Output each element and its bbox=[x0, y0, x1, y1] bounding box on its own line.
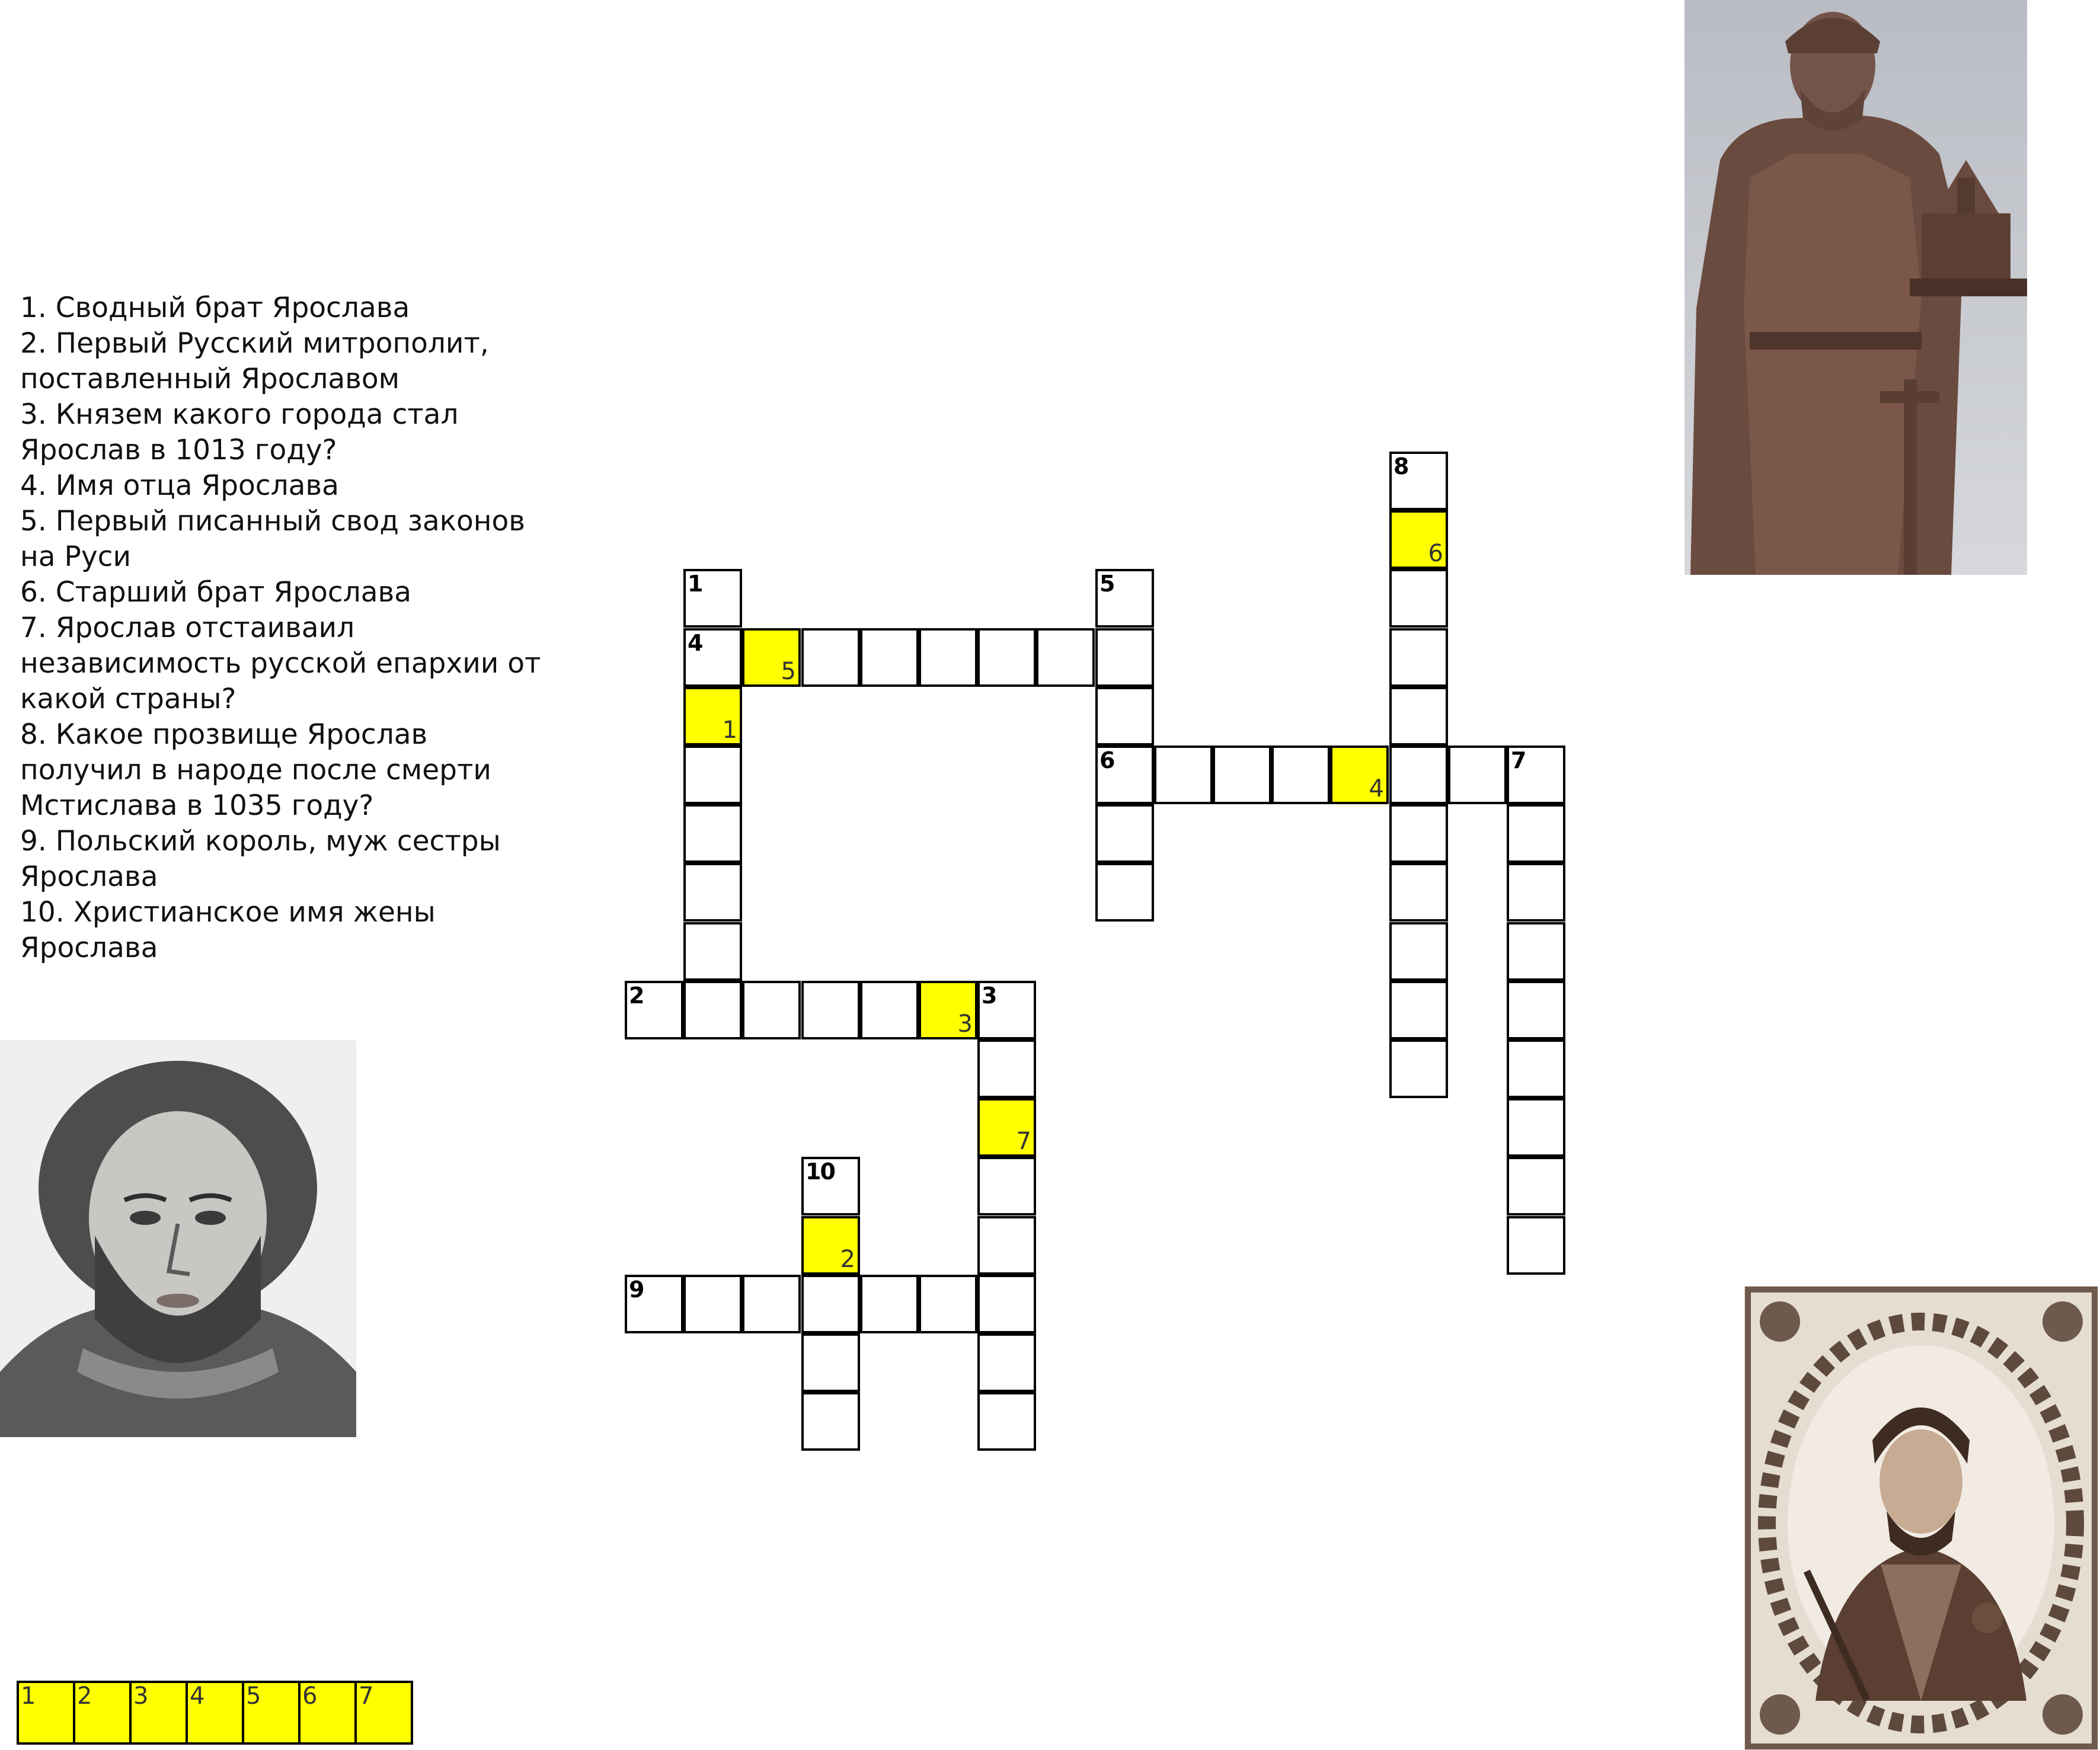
word-number-label: 9 bbox=[629, 1276, 644, 1303]
key-cell-number: 4 bbox=[190, 1682, 205, 1710]
clue-5: 5. Первый писанный свод законов на Руси bbox=[20, 505, 525, 573]
crossword-cell[interactable] bbox=[683, 863, 742, 922]
highlight-mark: 3 bbox=[957, 1010, 973, 1038]
crossword-cell[interactable] bbox=[1507, 804, 1565, 863]
highlight-mark: 1 bbox=[722, 716, 737, 744]
clue-6: 6. Старший брат Ярослава bbox=[20, 576, 412, 609]
crossword-cell[interactable] bbox=[625, 1275, 683, 1333]
crossword-cell[interactable] bbox=[1271, 746, 1330, 804]
key-cell-number: 5 bbox=[246, 1682, 261, 1710]
crossword-cell[interactable] bbox=[1507, 746, 1565, 804]
crossword-cell[interactable] bbox=[977, 1392, 1036, 1451]
crossword-cell[interactable] bbox=[1507, 1216, 1565, 1275]
crossword-cell[interactable] bbox=[919, 1275, 977, 1333]
crossword-cell[interactable] bbox=[1389, 452, 1448, 510]
crossword-cell[interactable] bbox=[683, 687, 742, 746]
word-number-label: 3 bbox=[982, 983, 996, 1009]
crossword-cell[interactable] bbox=[1154, 746, 1213, 804]
crossword-cell[interactable] bbox=[683, 569, 742, 628]
word-number-label: 1 bbox=[688, 571, 702, 597]
crossword-cell[interactable] bbox=[1095, 863, 1154, 922]
clue-10: 10. Христианское имя жены Ярослава bbox=[20, 896, 436, 964]
clue-1: 1. Сводный брат Ярослава bbox=[20, 292, 410, 324]
key-cell[interactable] bbox=[242, 1681, 301, 1745]
crossword-cell[interactable] bbox=[1389, 922, 1448, 981]
crossword-cell[interactable] bbox=[683, 1275, 742, 1333]
word-number-label: 5 bbox=[1099, 571, 1114, 597]
crossword-cell[interactable] bbox=[1389, 1039, 1448, 1098]
crossword-cell[interactable] bbox=[683, 628, 742, 687]
crossword-cell[interactable] bbox=[1448, 746, 1507, 804]
crossword-cell[interactable] bbox=[801, 1333, 860, 1392]
crossword-cell[interactable] bbox=[977, 628, 1036, 687]
crossword-cell[interactable] bbox=[977, 1039, 1036, 1098]
key-cell-number: 3 bbox=[133, 1682, 149, 1710]
key-cell[interactable] bbox=[129, 1681, 188, 1745]
word-number-label: 4 bbox=[688, 630, 702, 656]
key-cell[interactable] bbox=[73, 1681, 132, 1745]
crossword-cell[interactable] bbox=[1507, 1039, 1565, 1098]
key-cell[interactable] bbox=[354, 1681, 413, 1745]
crossword-cell[interactable] bbox=[625, 981, 683, 1039]
crossword-cell[interactable] bbox=[1330, 746, 1389, 804]
crossword-cell[interactable] bbox=[1507, 1098, 1565, 1157]
crossword-cell[interactable] bbox=[1095, 687, 1154, 746]
crossword-cell[interactable] bbox=[1389, 628, 1448, 687]
crossword-cell[interactable] bbox=[977, 1216, 1036, 1275]
key-cell-number: 2 bbox=[77, 1682, 92, 1710]
crossword-cell[interactable] bbox=[1389, 804, 1448, 863]
highlight-mark: 6 bbox=[1428, 540, 1443, 567]
crossword-cell[interactable] bbox=[1095, 804, 1154, 863]
clue-list bbox=[20, 290, 542, 966]
crossword-cell[interactable] bbox=[1389, 510, 1448, 569]
crossword-cell[interactable] bbox=[919, 981, 977, 1039]
crossword-cell[interactable] bbox=[977, 1098, 1036, 1157]
crossword-cell[interactable] bbox=[860, 981, 919, 1039]
crossword-cell[interactable] bbox=[1389, 569, 1448, 628]
crossword-cell[interactable] bbox=[1095, 569, 1154, 628]
crossword-cell[interactable] bbox=[801, 1216, 860, 1275]
crossword-cell[interactable] bbox=[801, 1157, 860, 1215]
crossword-cell[interactable] bbox=[683, 981, 742, 1039]
clue-7: 7. Ярослав отстаиваил независимость русской епархии от какой страны? bbox=[20, 612, 541, 715]
crossword-cell[interactable] bbox=[742, 1275, 801, 1333]
word-number-label: 6 bbox=[1099, 747, 1114, 773]
word-number-label: 2 bbox=[629, 983, 644, 1009]
crossword-cell[interactable] bbox=[1213, 746, 1271, 804]
crossword-cell[interactable] bbox=[742, 628, 801, 687]
crossword-cell[interactable] bbox=[1389, 746, 1448, 804]
clue-8: 8. Какое прозвище Ярослав получил в народе после смерти Мстислава в 1035 году? bbox=[20, 718, 491, 822]
crossword-cell[interactable] bbox=[683, 746, 742, 804]
crossword-cell[interactable] bbox=[1389, 687, 1448, 746]
key-cell-number: 1 bbox=[21, 1682, 36, 1710]
key-cell-number: 7 bbox=[359, 1682, 374, 1710]
crossword-cell[interactable] bbox=[1389, 981, 1448, 1039]
crossword-cell[interactable] bbox=[1507, 981, 1565, 1039]
crossword-cell[interactable] bbox=[977, 1275, 1036, 1333]
yaroslav-engraved-portrait bbox=[0, 1040, 356, 1437]
clue-2: 2. Первый Русский митрополит, поставленный Ярославом bbox=[20, 327, 489, 395]
crossword-cell[interactable] bbox=[977, 1157, 1036, 1215]
highlight-mark: 5 bbox=[781, 658, 796, 685]
crossword-cell[interactable] bbox=[977, 1333, 1036, 1392]
crossword-cell[interactable] bbox=[1389, 863, 1448, 922]
yaroslav-titulyarnik-portrait bbox=[1744, 1286, 2098, 1750]
key-cell-number: 6 bbox=[302, 1682, 318, 1710]
crossword-cell[interactable] bbox=[977, 981, 1036, 1039]
crossword-cell[interactable] bbox=[801, 1275, 860, 1333]
crossword-cell[interactable] bbox=[860, 628, 919, 687]
crossword-cell[interactable] bbox=[1507, 863, 1565, 922]
word-number-label: 7 bbox=[1511, 747, 1526, 773]
word-number-label: 10 bbox=[806, 1159, 835, 1185]
key-cell[interactable] bbox=[17, 1681, 75, 1745]
crossword-cell[interactable] bbox=[1095, 628, 1154, 687]
crossword-cell[interactable] bbox=[919, 628, 977, 687]
clue-3: 3. Князем какого города стал Ярослав в 1013 году? bbox=[20, 398, 459, 466]
highlight-mark: 4 bbox=[1369, 775, 1384, 802]
crossword-cell[interactable] bbox=[801, 981, 860, 1039]
key-cell[interactable] bbox=[298, 1681, 357, 1745]
crossword-cell[interactable] bbox=[1507, 922, 1565, 981]
word-number-label: 8 bbox=[1393, 453, 1408, 479]
clue-9: 9. Польский король, муж сестры Ярослава bbox=[20, 825, 501, 893]
highlight-mark: 7 bbox=[1016, 1128, 1031, 1155]
crossword-cell[interactable] bbox=[801, 628, 860, 687]
crossword-cell[interactable] bbox=[801, 1392, 860, 1451]
crossword-cell[interactable] bbox=[1095, 746, 1154, 804]
highlight-mark: 2 bbox=[840, 1246, 855, 1273]
crossword-cell[interactable] bbox=[742, 981, 801, 1039]
answer-key-row bbox=[17, 1681, 411, 1745]
key-cell[interactable] bbox=[186, 1681, 244, 1745]
crossword-cell[interactable] bbox=[683, 804, 742, 863]
crossword-cell[interactable] bbox=[683, 922, 742, 981]
clue-4: 4. Имя отца Ярослава bbox=[20, 469, 339, 502]
crossword-cell[interactable] bbox=[860, 1275, 919, 1333]
yaroslav-statue-photo bbox=[1685, 0, 2027, 575]
crossword-cell[interactable] bbox=[1507, 1157, 1565, 1215]
crossword-cell[interactable] bbox=[1036, 628, 1095, 687]
